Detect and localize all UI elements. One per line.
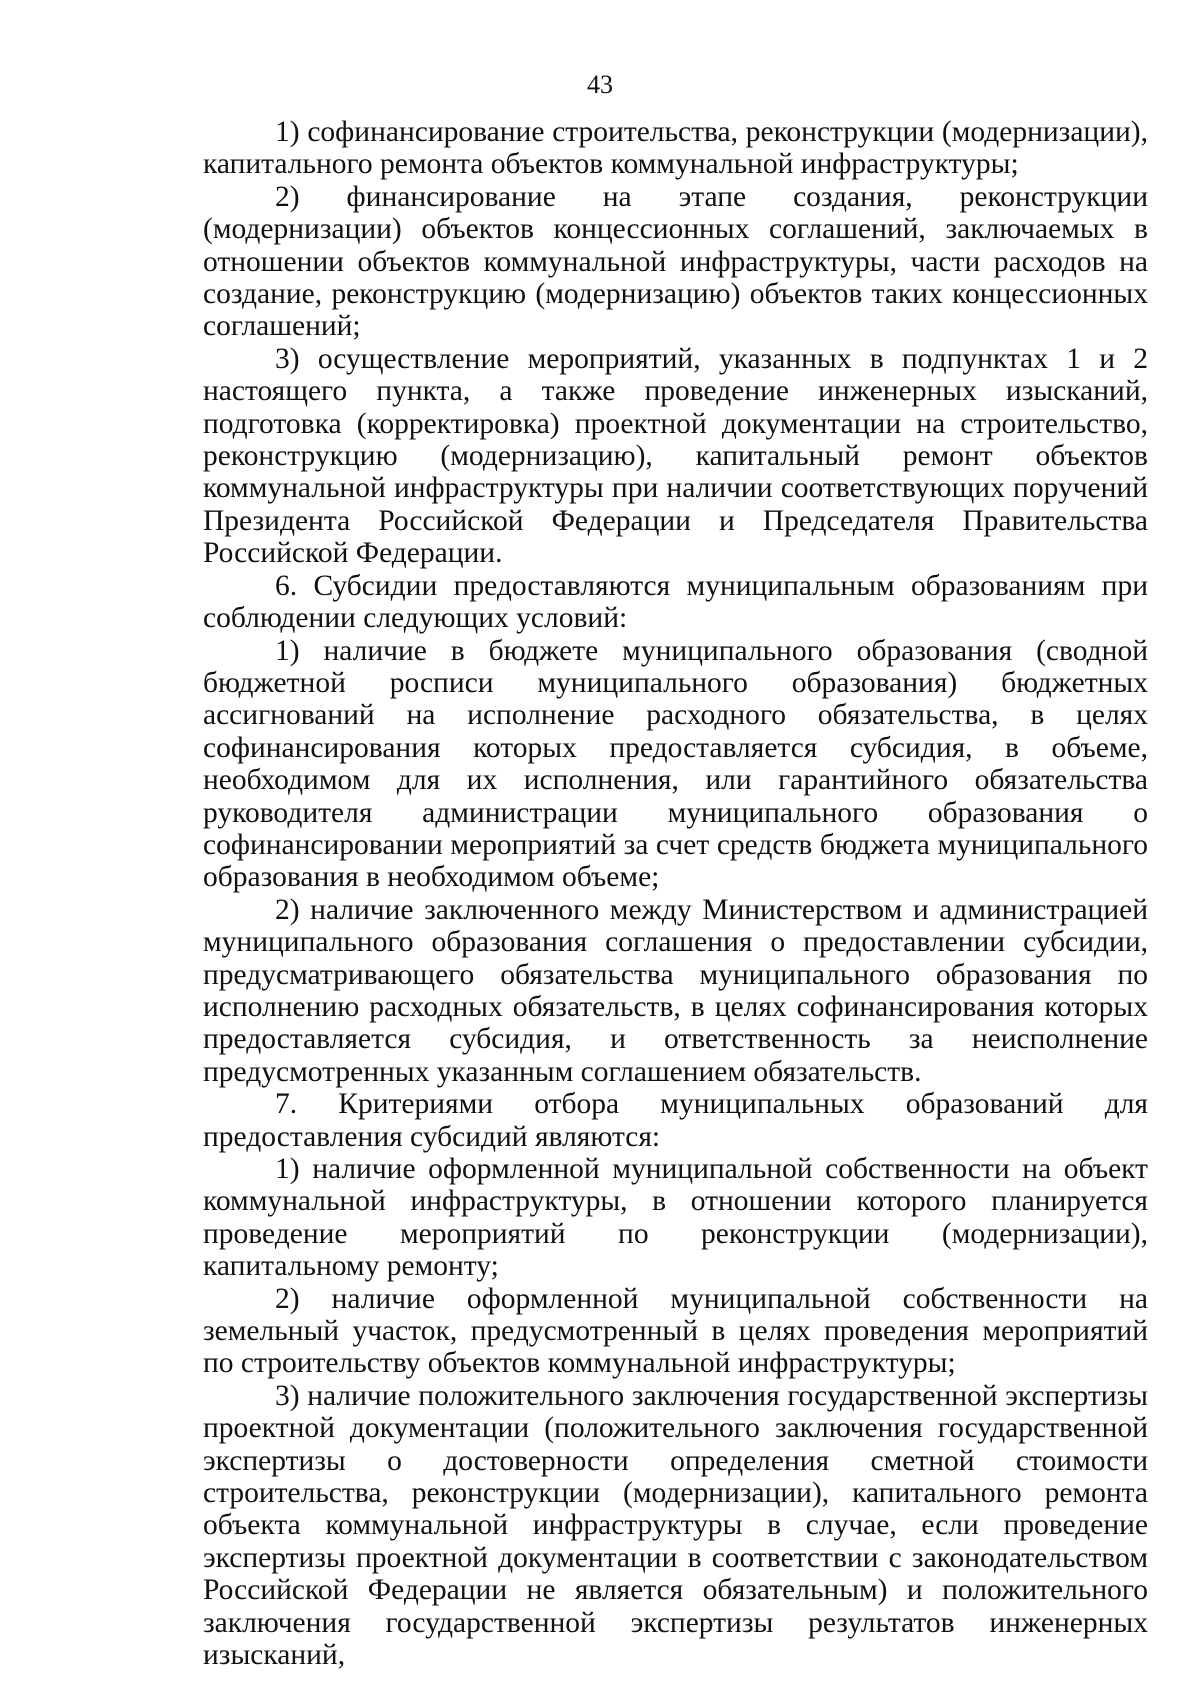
paragraph-1: 1) софинансирование строительства, реконструкции (модернизации), капитального ремонта объектов коммунальной инфраструктуры; <box>203 116 1148 181</box>
document-body <box>203 116 1148 1672</box>
paragraph-10: 3) наличие положительного заключения государственной экспертизы проектной документации (положительного заключения государственной экспертизы о достоверности определения сметной стоимости строительства, реконструкции (модернизации), капитального ремонта объекта коммунальной инфраструктуры в случае, если проведение экспертизы проектной документации в соответствии с законодательством Российской Федерации не является обязательным) и положительного заключения государственной экспертизы результатов инженерных изысканий, <box>203 1379 1148 1672</box>
page-number: 43 <box>587 70 613 99</box>
paragraph-6: 2) наличие заключенного между Министерством и администрацией муниципального образования соглашения о предоставлении субсидии, предусматривающего обязательства муниципального образования по исполнению расходных обязательств, в целях софинансирования которых предоставляется субсидия, и ответственность за неисполнение предусмотренных указанным соглашением обязательств. <box>203 893 1148 1088</box>
paragraph-4: 6. Субсидии предоставляются муниципальным образованиям при соблюдении следующих условий: <box>203 569 1148 635</box>
paragraph-2: 2) финансирование на этапе создания, реконструкции (модернизации) объектов концессионных соглашений, заключаемых в отношении объектов коммунальной инфраструктуры, части расходов на создание, реконструкцию (модернизацию) объектов таких концессионных соглашений; <box>203 180 1148 343</box>
paragraph-8: 1) наличие оформленной муниципальной собственности на объект коммунальной инфраструктуры, в отношении которого планируется проведение мероприятий по реконструкции (модернизации), капитальному ремонту; <box>203 1153 1148 1283</box>
paragraph-7: 7. Критериями отбора муниципальных образований для предоставления субсидий являются: <box>203 1088 1148 1153</box>
paragraph-3: 3) осуществление мероприятий, указанных в подпунктах 1 и 2 настоящего пункта, а также проведение инженерных изысканий, подготовка (корректировка) проектной документации на строительство, реконструкцию (модернизацию), капитальный ремонт объектов коммунальной инфраструктуры при наличии соответствующих поручений Президента Российской Федерации и Председателя Правительства Российской Федерации. <box>203 342 1148 570</box>
paragraph-9: 2) наличие оформленной муниципальной собственности на земельный участок, предусмотренный в целях проведения мероприятий по строительству объектов коммунальной инфраструктуры; <box>203 1282 1148 1380</box>
paragraph-5: 1) наличие в бюджете муниципального образования (сводной бюджетной росписи муниципального образования) бюджетных ассигнований на исполнение расходного обязательства, в целях софинансирования которых предоставляется субсидия, в объеме, необходимом для их исполнения, или гарантийного обязательства руководителя администрации муниципального образования о софинансировании мероприятий за счет средств бюджета муниципального образования в необходимом объеме; <box>203 634 1148 894</box>
